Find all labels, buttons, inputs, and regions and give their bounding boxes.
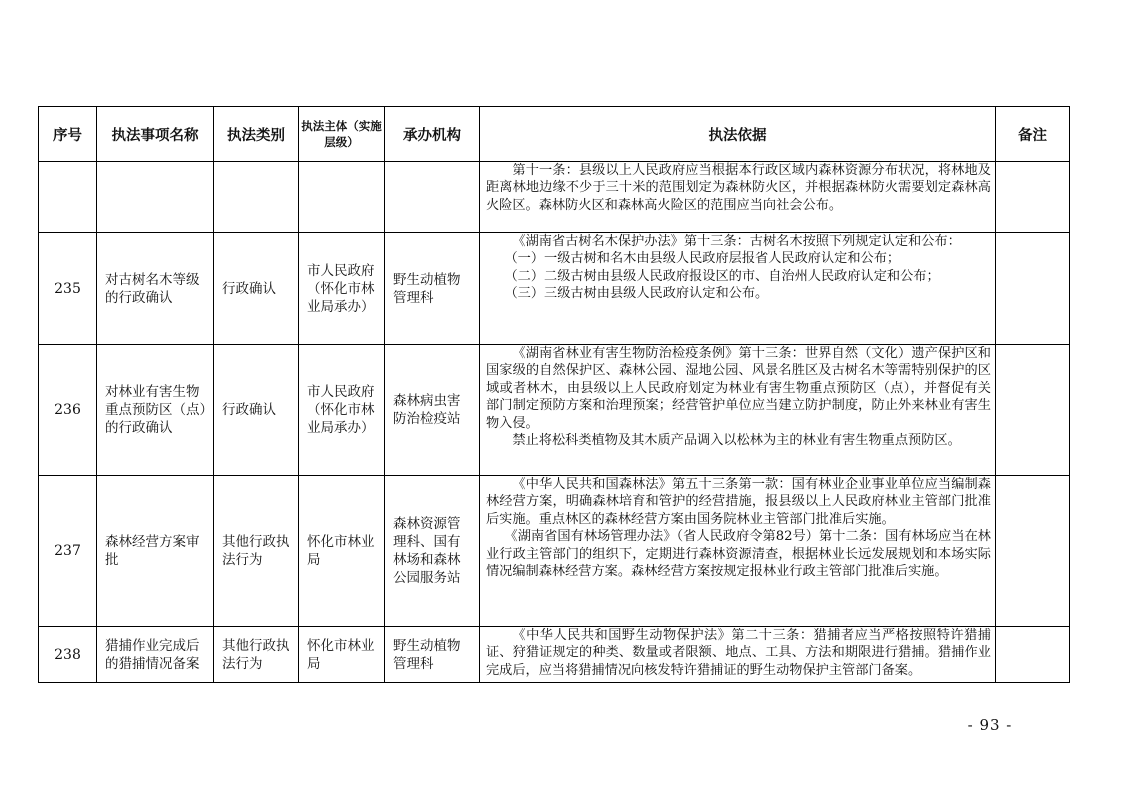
header-subject-text: 执法主体（实施层级） (301, 119, 382, 149)
header-agency: 承办机构 (385, 107, 480, 162)
cell-seq: 236 (39, 345, 97, 476)
law-enforcement-table (38, 106, 1070, 683)
cell-remarks (996, 345, 1070, 476)
cell-basis (480, 233, 996, 345)
basis-paragraph: 《湖南省林业有害生物防治检疫条例》第十三条：世界自然（文化）遗产保护区和国家级的自然保护区、森林公园、湿地公园、风景名胜区及古树名木等需特别保护的区域或者林木，由县级以上人民政府划定为林业有害生物重点预防区（点），并督促有关部门制定预防方案和治理预案；经营管护单位应当建立防护制度，防止外来林业有害生物入侵。 (486, 346, 991, 431)
cell-subject (299, 162, 385, 233)
cell-seq: 238 (39, 627, 97, 683)
table-row (39, 345, 1070, 476)
basis-paragraph: （一）一级古树和名木由县级人民政府层报省人民政府认定和公布； (504, 251, 901, 267)
table-header-row (39, 107, 1070, 162)
cell-item-name: 猎捕作业完成后的猎捕情况备案 (97, 627, 214, 683)
cell-subject: 怀化市林业局 (299, 627, 385, 683)
law-enforcement-table-container (38, 106, 1070, 683)
cell-category (214, 162, 299, 233)
table-row (39, 162, 1070, 233)
cell-remarks (996, 476, 1070, 627)
basis-paragraph: 禁止将松科类植物及其木质产品调入以松林为主的林业有害生物重点预防区。 (512, 433, 961, 449)
cell-remarks (996, 162, 1070, 233)
cell-agency (385, 162, 480, 233)
cell-seq: 235 (39, 233, 97, 345)
basis-paragraph: 第十一条：县级以上人民政府应当根据本行政区域内森林资源分布状况，将林地及距离林地边缘不少于三十米的范围划定为森林防火区，并根据森林防火需要划定森林高火险区。森林防火区和森林高火险区的范围应当向社会公布。 (486, 163, 991, 213)
header-seq: 序号 (39, 107, 97, 162)
cell-remarks (996, 627, 1070, 683)
cell-basis (480, 476, 996, 627)
cell-subject: 怀化市林业局 (299, 476, 385, 627)
cell-agency: 野生动植物管理科 (385, 627, 480, 683)
cell-basis (480, 627, 996, 683)
basis-paragraph: 《中华人民共和国野生动物保护法》第二十三条：猎捕者应当严格按照特许猎捕证、狩猎证规定的种类、数量或者限额、地点、工具、方法和期限进行猎捕。猎捕作业完成后，应当将猎捕情况向核发特许猎捕证的野生动物保护主管部门备案。 (486, 628, 991, 678)
cell-subject: 市人民政府（怀化市林业局承办） (299, 233, 385, 345)
basis-paragraph: 《湖南省古树名木保护办法》第十三条：古树名木按照下列规定认定和公布： (512, 234, 961, 249)
header-subject (299, 107, 385, 162)
basis-paragraph: 《湖南省国有林场管理办法》（省人民政府令第82号）第十二条：国有林场应当在林业行政主管部门的组织下，定期进行森林资源清查，根据林业长远发展规划和本场实际情况编制森林经营方案。森林经营方案按规定报林业行政主管部门批准后实施。 (486, 529, 991, 580)
cell-basis (480, 345, 996, 476)
cell-category: 其他行政执法行为 (214, 627, 299, 683)
table-row (39, 627, 1070, 683)
cell-seq (39, 162, 97, 233)
cell-category: 行政确认 (214, 233, 299, 345)
cell-agency: 森林资源管理科、国有林场和森林公园服务站 (385, 476, 480, 627)
basis-paragraph: （三）三级古树由县级人民政府认定和公布。 (504, 286, 769, 302)
basis-paragraph: （二）二级古树由县级人民政府报设区的市、自治州人民政府认定和公布； (504, 268, 940, 284)
cell-agency: 野生动植物管理科 (385, 233, 480, 345)
cell-seq: 237 (39, 476, 97, 627)
cell-category: 其他行政执法行为 (214, 476, 299, 627)
cell-basis (480, 162, 996, 233)
cell-agency: 森林病虫害防治检疫站 (385, 345, 480, 476)
cell-item-name (97, 162, 214, 233)
header-basis: 执法依据 (480, 107, 996, 162)
header-remarks: 备注 (996, 107, 1070, 162)
basis-paragraph: 《中华人民共和国森林法》第五十三条第一款：国有林业企业事业单位应当编制森林经营方案，明确森林培育和管护的经营措施，报县级以上人民政府林业主管部门批准后实施。重点林区的森林经营方案由国务院林业主管部门批准后实施。 (486, 477, 991, 527)
cell-subject: 市人民政府（怀化市林业局承办） (299, 345, 385, 476)
cell-category: 行政确认 (214, 345, 299, 476)
cell-item-name: 森林经营方案审批 (97, 476, 214, 627)
basis-clip-area (486, 627, 991, 680)
cell-item-name: 对林业有害生物重点预防区（点）的行政确认 (97, 345, 214, 476)
header-category: 执法类别 (214, 107, 299, 162)
cell-remarks (996, 233, 1070, 345)
header-item-name: 执法事项名称 (97, 107, 214, 162)
page-number: - 93 - (967, 716, 1013, 734)
table-row (39, 476, 1070, 627)
cell-item-name: 对古树名木等级的行政确认 (97, 233, 214, 345)
table-row (39, 233, 1070, 345)
